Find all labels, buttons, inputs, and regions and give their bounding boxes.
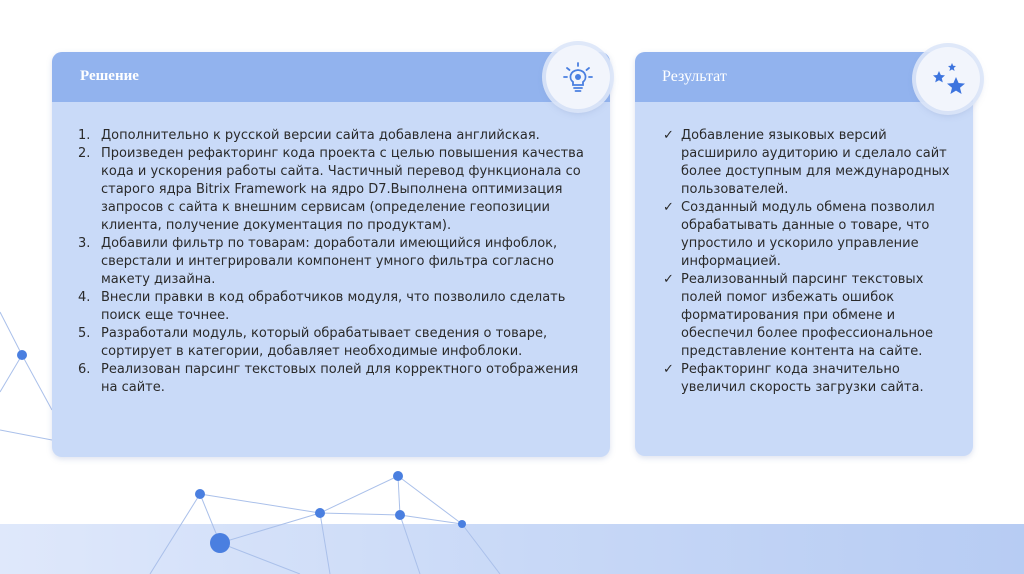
checkmark-icon: ✓ — [663, 362, 674, 377]
checkmark-icon: ✓ — [663, 272, 674, 287]
result-item-text: Созданный модуль обмена позволил обрабатывать данные о товаре, что упростило и ускорило управление информацией. — [681, 200, 935, 269]
solution-item — [78, 235, 598, 289]
solution-card — [52, 52, 610, 457]
network-node — [395, 510, 405, 520]
result-list — [663, 127, 963, 397]
solution-item — [78, 127, 598, 145]
result-item — [663, 199, 963, 271]
solution-item-text: Разработали модуль, который обрабатывает сведения о товаре, сортирует в категории, добавляет необходимые инфоблоки. — [101, 326, 548, 359]
solution-item-number: 6. — [78, 362, 91, 377]
solution-item-text: Внесли правки в код обработчиков модуля, что позволило сделать поиск еще точнее. — [101, 290, 566, 323]
solution-item-text: Добавили фильтр по товарам: доработали имеющийся инфоблок, сверстали и интегрировали компонент умного фильтра согласно макету дизайна. — [101, 236, 558, 287]
solution-item-number: 2. — [78, 146, 91, 161]
checkmark-icon: ✓ — [663, 200, 674, 215]
solution-item — [78, 145, 598, 235]
network-node — [195, 489, 205, 499]
result-title: Результат — [662, 68, 727, 85]
result-item — [663, 127, 963, 199]
result-item — [663, 361, 963, 397]
bottom-band — [0, 524, 1024, 574]
result-item-text: Реализованный парсинг текстовых полей помог избежать ошибок форматирования при обмене и обеспечил более профессиональное представление контента на сайте. — [681, 272, 933, 359]
result-badge — [916, 47, 980, 111]
network-node — [315, 508, 325, 518]
solution-header — [52, 52, 610, 102]
result-item-text: Рефакторинг кода значительно увеличил скорость загрузки сайта. — [681, 362, 924, 395]
solution-item-text: Реализован парсинг текстовых полей для корректного отображения на сайте. — [101, 362, 579, 395]
solution-item-number: 3. — [78, 236, 91, 251]
solution-item-number: 5. — [78, 326, 91, 341]
solution-badge — [546, 45, 610, 109]
solution-item-text: Дополнительно к русской версии сайта добавлена английская. — [101, 128, 540, 143]
solution-title: Решение — [80, 68, 139, 84]
solution-item-number: 1. — [78, 128, 91, 143]
stars-icon — [928, 59, 968, 99]
solution-list — [78, 127, 598, 397]
network-node — [393, 471, 403, 481]
lightbulb-icon — [561, 60, 595, 94]
result-item — [663, 271, 963, 361]
solution-item-text: Произведен рефакторинг кода проекта с целью повышения качества кода и ускорения работы сайта. Частичный перевод функционала со старого ядра Bitrix Framework на ядро D7.Выполнена оптимизация запросов с сайта к внешним сервисам (определение геопозиции клиента, получение документация по продуктам). — [101, 146, 584, 233]
result-card — [635, 52, 973, 456]
checkmark-icon: ✓ — [663, 128, 674, 143]
network-node — [17, 350, 27, 360]
solution-item — [78, 325, 598, 361]
result-item-text: Добавление языковых версий расширило аудиторию и сделало сайт более доступным для международных пользователей. — [681, 128, 950, 197]
solution-item — [78, 289, 598, 325]
solution-item-number: 4. — [78, 290, 91, 305]
solution-item — [78, 361, 598, 397]
